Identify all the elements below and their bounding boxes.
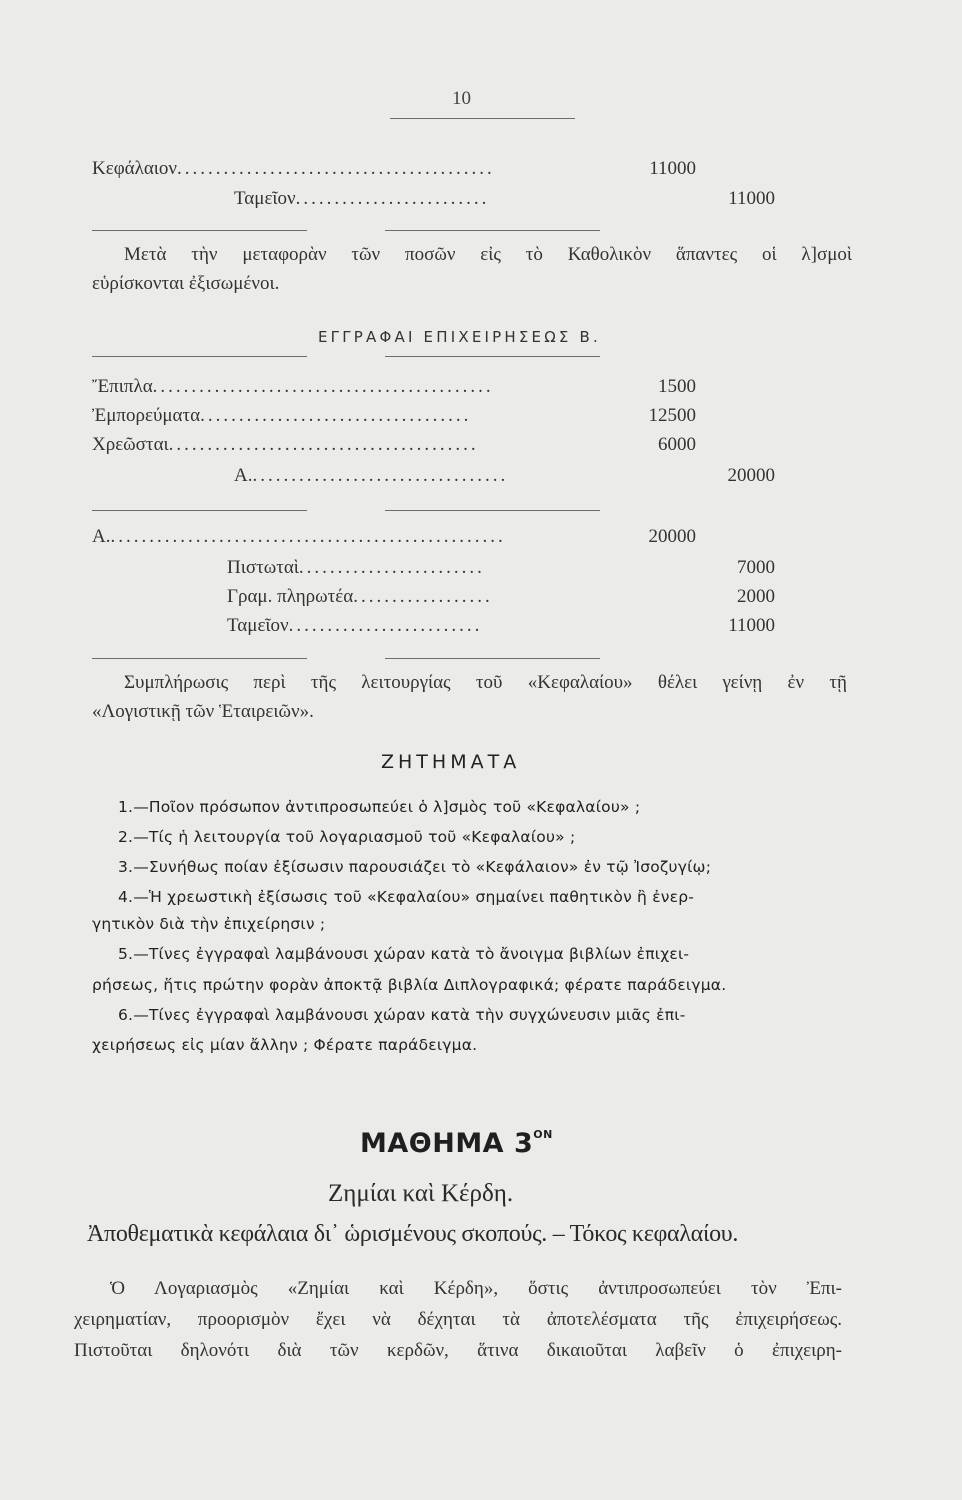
question-line: 2.—Τίς ἡ λειτουργία τοῦ λογαριασμοῦ τοῦ «Κεφαλαίου» ; bbox=[118, 828, 576, 846]
entry2-row-label: Ἐμπορεύματα bbox=[92, 405, 201, 426]
entry3-end-rule-left bbox=[92, 658, 307, 659]
entry1-debit-amount: 11000 bbox=[649, 158, 696, 179]
entry2-row-amount: 6000 bbox=[658, 434, 696, 455]
body-text bbox=[74, 1273, 842, 1366]
section-heading: ΕΓΓΡΑΦΑΙ ΕΠΙΧΕΙΡΗΣΕΩΣ Β. bbox=[318, 328, 601, 346]
entry2-credit-amount: 20000 bbox=[727, 465, 775, 486]
body-text-line: Πιστοῦται δηλονότι διὰ τῶν κερδῶν, ἅτινα δικαιοῦται λαβεῖν ὁ ἐπιχειρη- bbox=[74, 1340, 842, 1361]
entry2-row bbox=[92, 376, 494, 398]
entry3-debit-line bbox=[92, 526, 506, 548]
entry2-credit-line bbox=[234, 465, 508, 487]
leader-dots: ........................................ bbox=[168, 434, 479, 455]
entry3-row bbox=[227, 615, 482, 637]
page-number-rule bbox=[390, 118, 575, 119]
question-line: 3.—Συνήθως ποίαν ἐξίσωσιν παρουσιάζει τὸ «Κεφάλαιον» ἐν τῷ Ἰσοζυγίῳ; bbox=[118, 858, 712, 876]
entry3-rule-left bbox=[92, 510, 307, 511]
leader-dots: ................................. bbox=[252, 465, 509, 486]
entry3-row-label: Γραμ. πληρωτέα bbox=[227, 586, 354, 607]
entry3-debit-label: Α. bbox=[92, 526, 111, 547]
body-text-line: χειρηματίαν, προορισμὸν ἔχει νὰ δέχηται τὰ ἀποτελέσματα τῆς ἐπιχειρήσεως. bbox=[74, 1309, 842, 1330]
entry2-rule-right bbox=[385, 356, 600, 357]
entry2-row-amount: 12500 bbox=[648, 405, 696, 426]
transfer-note bbox=[92, 240, 852, 298]
leader-dots: ................................................... bbox=[110, 526, 506, 547]
leader-dots: ......................................... bbox=[177, 158, 495, 179]
question-line: 4.—Ἡ χρεωστικὴ ἐξίσωσις τοῦ «Κεφαλαίου» σημαίνει παθητικὸν ἢ ἐνερ- bbox=[118, 888, 695, 906]
entry2-row-label: Ἔπιπλα bbox=[92, 376, 153, 397]
entry3-row-amount: 2000 bbox=[737, 586, 775, 607]
entry3-row bbox=[227, 557, 485, 579]
question-line: γητικὸν διὰ τὴν ἐπιχείρησιν ; bbox=[92, 915, 326, 933]
entry3-row-label: Ταμεῖον bbox=[227, 615, 289, 636]
entry3-end-rule-right bbox=[385, 658, 600, 659]
question-line: 1.—Ποῖον πρόσωπον ἀντιπροσωπεύει ὁ λ]σμὸς τοῦ «Κεφαλαίου» ; bbox=[118, 798, 641, 816]
entry3-row bbox=[227, 586, 493, 608]
entry3-row-amount: 11000 bbox=[728, 615, 775, 636]
entry1-debit-label: Κεφάλαιον bbox=[92, 158, 177, 179]
supplement-note-line2: «Λογιστικῇ τῶν Ἑταιρειῶν». bbox=[92, 701, 314, 722]
entry3-rule-right bbox=[385, 510, 600, 511]
entry1-debit-line bbox=[92, 158, 495, 180]
leader-dots: ................................... bbox=[200, 405, 472, 426]
entry1-credit-amount: 11000 bbox=[728, 188, 775, 209]
entry1-credit-line bbox=[234, 188, 489, 210]
entry3-debit-amount: 20000 bbox=[648, 526, 696, 547]
entry2-row bbox=[92, 434, 479, 456]
entry2-row bbox=[92, 405, 471, 427]
leader-dots: ........................ bbox=[298, 557, 485, 578]
entry2-row-amount: 1500 bbox=[658, 376, 696, 397]
entry1-credit-label: Ταμεῖον bbox=[234, 188, 296, 209]
leader-dots: ......................... bbox=[295, 188, 490, 209]
lesson-title-text: ΜΑΘΗΜΑ 3 bbox=[360, 1128, 534, 1159]
entry2-row-label: Χρεῶσται bbox=[92, 434, 169, 455]
entry3-row-label: Πιστωταὶ bbox=[227, 557, 299, 578]
question-line: 5.—Τίνες ἐγγραφαὶ λαμβάνουσι χώραν κατὰ τὸ ἄνοιγμα βιβλίων ἐπιχει- bbox=[118, 945, 690, 963]
supplement-note-line1: Συμπλήρωσις περὶ τῆς λειτουργίας τοῦ «Κεφαλαίου» θέλει γείνῃ ἐν τῇ bbox=[124, 672, 847, 693]
entry2-credit-label: Α. bbox=[234, 465, 253, 486]
transfer-note-line2: εὑρίσκονται ἐξισωμένοι. bbox=[92, 273, 280, 294]
supplement-note bbox=[92, 668, 847, 726]
body-text-line: Ὁ Λογαριασμὸς «Ζημίαι καὶ Κέρδη», ὅστις ἀντιπροσωπεύει τὸν Ἐπι- bbox=[110, 1278, 842, 1299]
transfer-note-line1: Μετὰ τὴν μεταφορὰν τῶν ποσῶν εἰς τὸ Καθολικὸν ἅπαντες οἱ λ]σμοὶ bbox=[124, 244, 852, 265]
page-number: 10 bbox=[452, 88, 471, 109]
lesson-title bbox=[360, 1128, 553, 1159]
question-line: χειρήσεως εἰς μίαν ἄλλην ; Φέρατε παράδειγμα. bbox=[92, 1036, 478, 1054]
lesson-title-superscript: ΟΝ bbox=[533, 1128, 553, 1141]
leader-dots: ............................................ bbox=[152, 376, 494, 397]
questions-heading: ΖΗΤΗΜΑΤΑ bbox=[381, 751, 521, 773]
entry2-rule-left bbox=[92, 356, 307, 357]
question-line: 6.—Τίνες ἐγγραφαὶ λαμβάνουσι χώραν κατὰ τὴν συγχώνευσιν μιᾶς ἐπι- bbox=[118, 1006, 686, 1024]
leader-dots: .................. bbox=[353, 586, 493, 607]
lesson-subtitle1: Ζημίαι καὶ Κέρδη. bbox=[328, 1180, 514, 1207]
entry1-rule-left bbox=[92, 230, 307, 231]
leader-dots: ......................... bbox=[288, 615, 483, 636]
question-line: ρήσεως, ἥτις πρώτην φορὰν ἀποκτᾷ βιβλία Διπλογραφικά; φέρατε παράδειγμα. bbox=[92, 976, 727, 994]
lesson-subtitle2: Ἀποθεματικὰ κεφάλαια δι᾽ ὡρισμένους σκοπούς. – Τόκος κεφαλαίου. bbox=[87, 1221, 739, 1247]
entry1-rule-right bbox=[385, 230, 600, 231]
entry3-row-amount: 7000 bbox=[737, 557, 775, 578]
